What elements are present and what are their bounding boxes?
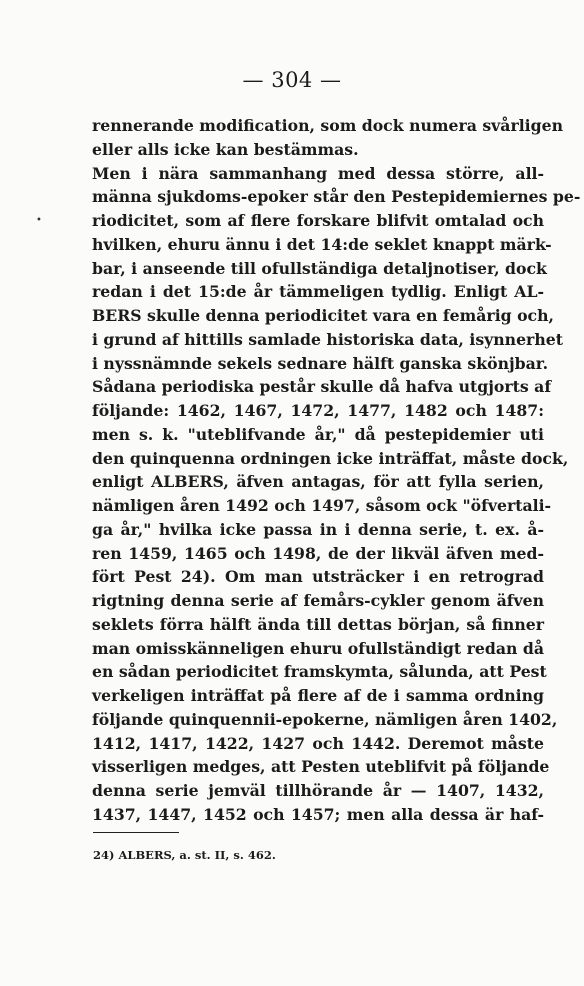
text-line: den quinquenna ordningen icke inträffat, måste dock, (92, 448, 569, 468)
text-line: hvilken, ehuru ännu i det 14:de seklet knappt märk- (92, 234, 552, 254)
text-line: seklets förra hälft ända till dettas början, så finner (92, 614, 544, 634)
text-line: denna serie jemväl tillhörande år — 1407, 1432, (92, 781, 544, 800)
page-number: — 304 — (242, 68, 342, 92)
text-line: i nyssnämnde sekels sednare hälft ganska skönjbar. (92, 353, 549, 373)
text-line: Sådana periodiska pestår skulle då hafva utgjorts af (92, 377, 552, 397)
text-line: i grund af hittills samlade historiska data, isynnerhet (92, 329, 563, 349)
footnote: 24) ALBERS, a. st. II, s. 462. (93, 848, 276, 862)
margin-mark: • (36, 215, 42, 226)
text-line: bar, i anseende till ofullständiga detaljnotiser, dock (92, 258, 547, 278)
text-line: redan i det 15:de år tämmeligen tydlig. Enligt AL- (92, 282, 544, 302)
text-line: ren 1459, 1465 och 1498, de der likväl äfven med- (92, 543, 544, 563)
text-line: följande quinquennii-epokerne, nämligen åren 1402, (92, 709, 558, 729)
text-line: följande: 1462, 1467, 1472, 1477, 1482 och 1487: (92, 401, 544, 420)
text-line: rigtning denna serie af femårs-cykler genom äfven (92, 591, 544, 610)
text-line: man omisskänneligen ehuru ofullständigt redan då (92, 638, 544, 658)
text-line: men s. k. "uteblifvande år," då pestepidemier uti (92, 424, 544, 444)
text-line: 1412, 1417, 1422, 1427 och 1442. Deremot måste (92, 733, 544, 753)
text-line: visserligen medges, att Pesten uteblifvit på följande (92, 757, 550, 777)
text-line: BERS skulle denna periodicitet vara en femårig och, (92, 306, 554, 325)
text-line: riodicitet, som af flere forskare blifvit omtalad och (92, 211, 544, 230)
text-line: enligt ALBERS, äfven antagas, för att fylla serien, (92, 472, 544, 492)
text-line: Men i nära sammanhang med dessa större, all- (92, 163, 544, 183)
text-line: en sådan periodicitet framskymta, sålunda, att Pest (92, 662, 547, 682)
text-line: männa sjukdoms-epoker står den Pestepidemiernes pe- (92, 187, 581, 207)
footnote-rule (93, 832, 179, 833)
text-line: eller alls icke kan bestämmas. (92, 139, 359, 159)
text-line: fört Pest 24). Om man utsträcker i en retrograd (92, 567, 544, 587)
text-line: ga år," hvilka icke passa in i denna serie, t. ex. å- (92, 519, 544, 539)
text-line: nämligen åren 1492 och 1497, såsom ock "öfvertali- (92, 496, 552, 515)
text-line: 1437, 1447, 1452 och 1457; men alla dessa är haf- (92, 804, 544, 824)
body-text (92, 114, 581, 827)
text-line: rennerande modification, som dock numera svårligen (92, 116, 564, 135)
text-line: verkeligen inträffat på flere af de i samma ordning (92, 686, 544, 705)
